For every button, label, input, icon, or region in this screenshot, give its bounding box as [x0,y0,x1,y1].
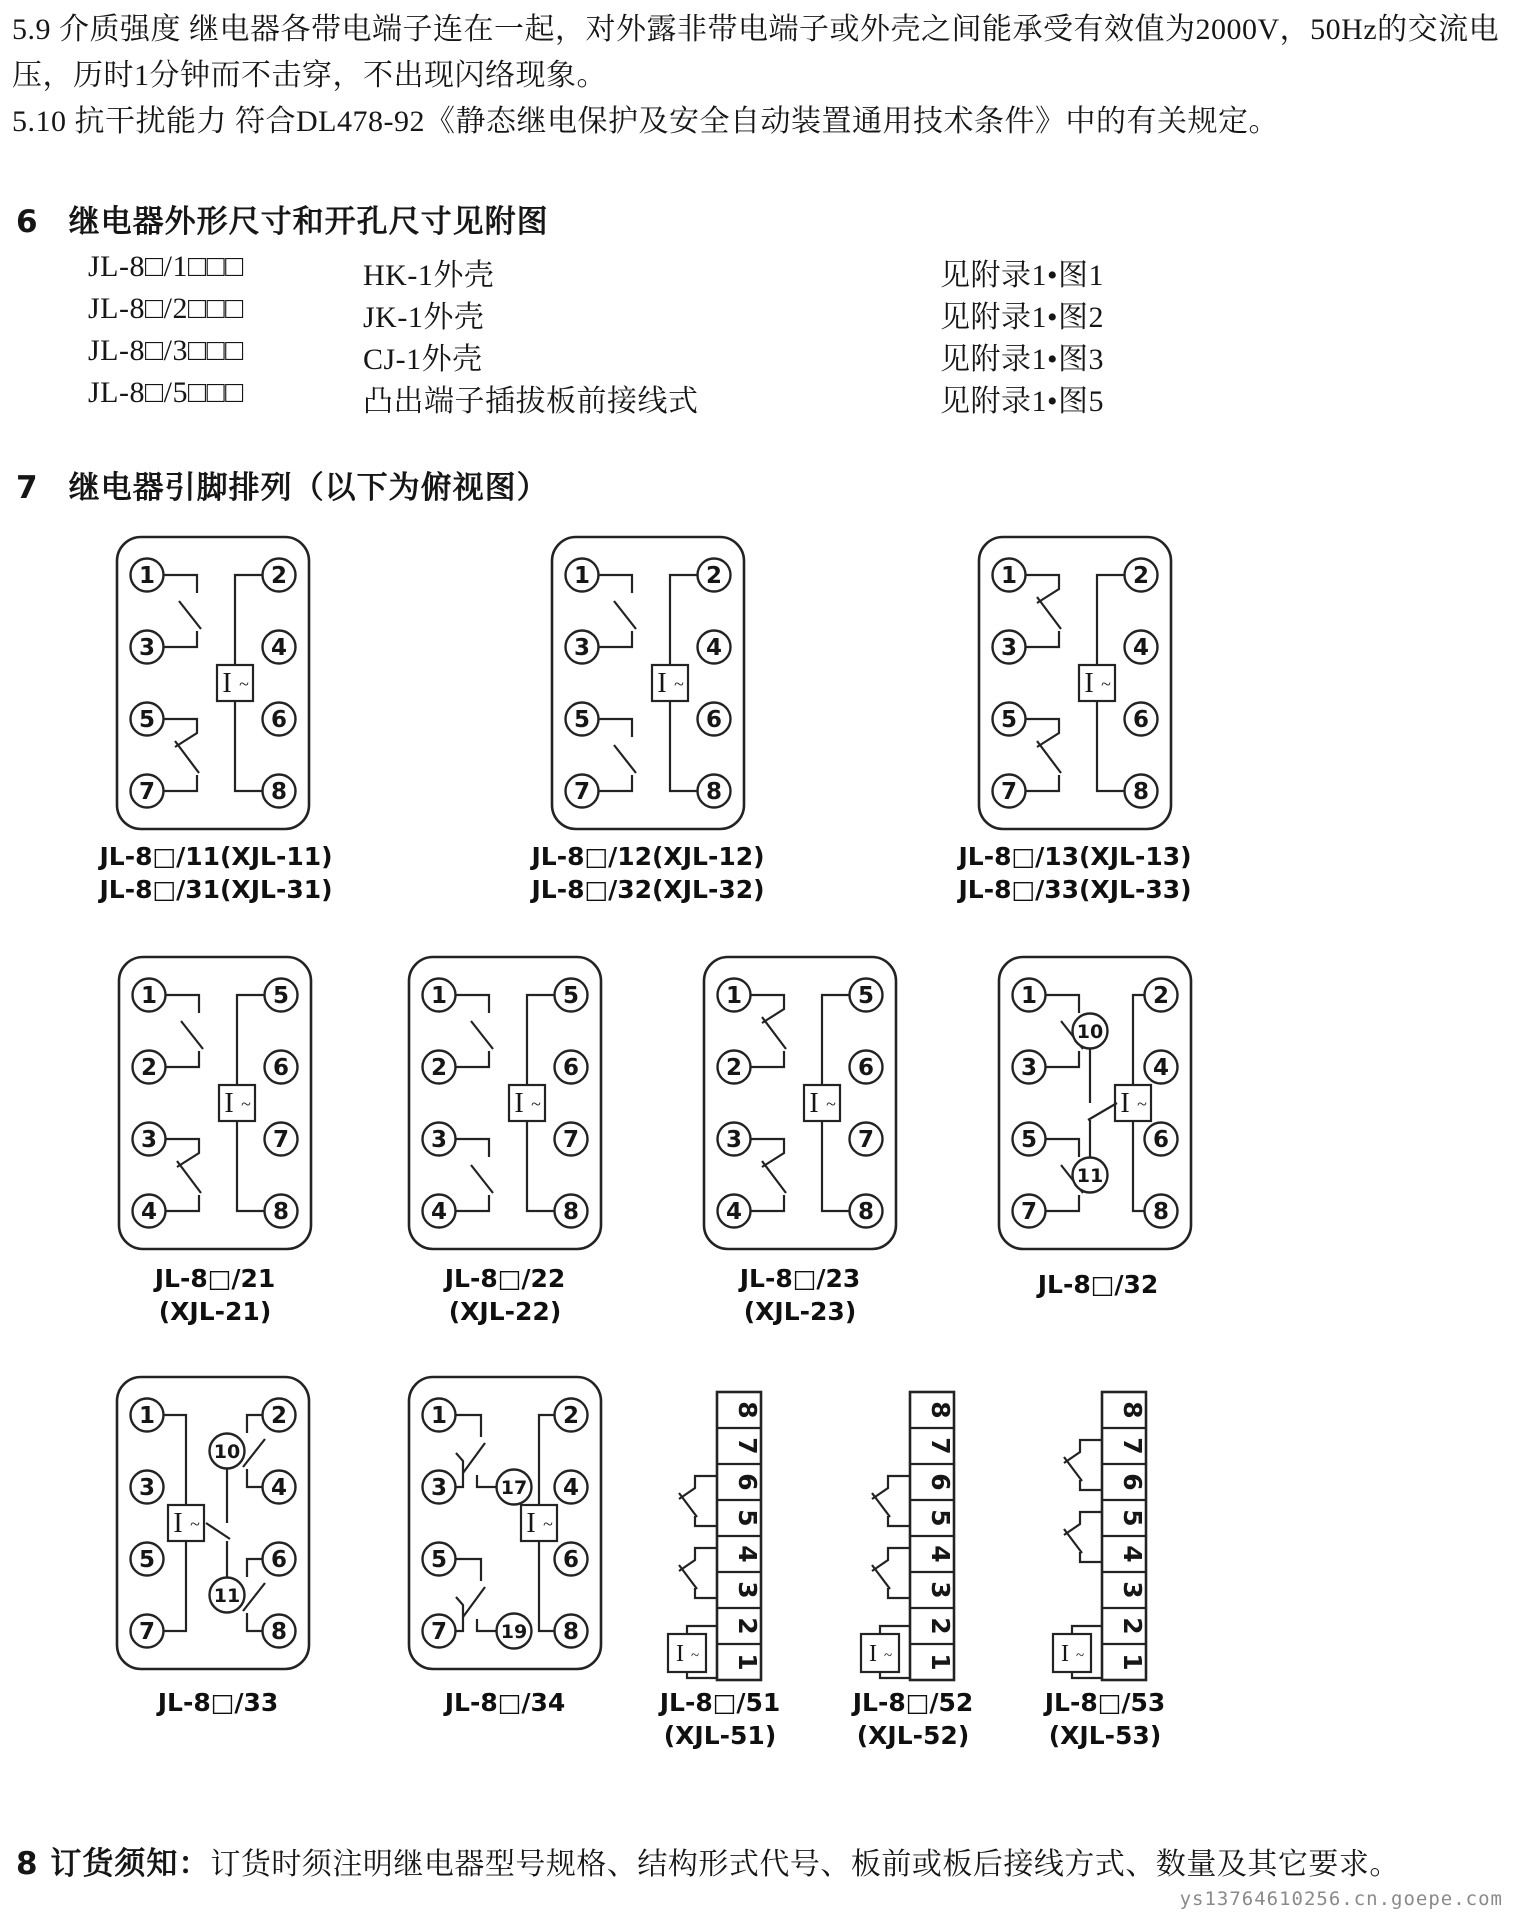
svg-text:4: 4 [926,1545,955,1563]
pin [423,1615,456,1648]
pin [497,1470,532,1505]
svg-text:2: 2 [1132,563,1150,589]
pin [993,631,1026,664]
pin [555,1399,588,1432]
svg-text:3: 3 [430,1475,448,1501]
svg-text:1: 1 [138,563,156,589]
svg-text:6: 6 [1132,707,1150,733]
table-row [0,292,1517,332]
svg-text:7: 7 [272,1127,290,1153]
svg-text:8: 8 [562,1199,580,1225]
pin [850,1123,883,1156]
contact-no [599,575,637,647]
svg-text:1: 1 [573,563,591,589]
svg-text:4: 4 [140,1199,158,1225]
svg-text:6: 6 [562,1547,580,1573]
contact-no [456,995,494,1067]
svg-text:I: I [222,668,232,699]
svg-text:17: 17 [500,1477,528,1499]
pin [1073,1014,1108,1049]
contact-no [243,1415,265,1487]
svg-text:6: 6 [1118,1473,1147,1491]
terminal-strip-jl8-52 [858,1388,958,1728]
pin [131,1471,164,1504]
contact-no [243,1559,265,1631]
pin [265,1123,298,1156]
shell-cell: CJ-1外壳 [363,343,483,376]
pin-diagram-jl8-21 [115,953,315,1253]
pin [1073,1158,1108,1193]
svg-text:I: I [224,1088,234,1119]
pin [555,1543,588,1576]
pin [1145,1123,1178,1156]
diagram-label: JL-8□/12(XJL-12) JL-8□/32(XJL-32) [531,842,765,904]
pin [423,1543,456,1576]
pin [850,1051,883,1084]
pin [131,1615,164,1648]
diagram-label: JL-8□/13(XJL-13) JL-8□/33(XJL-33) [958,842,1192,904]
coil-symbol [809,1088,836,1119]
svg-text:10: 10 [213,1441,241,1463]
contact-changeover [456,1415,497,1487]
svg-text:8: 8 [926,1401,955,1419]
pin [131,775,164,808]
svg-text:3: 3 [1000,635,1018,661]
coil-box [861,1634,899,1672]
svg-text:5: 5 [1020,1127,1038,1153]
svg-text:5: 5 [926,1509,955,1527]
pin [718,1051,751,1084]
svg-text:8: 8 [562,1619,580,1645]
section-8-body: 订货时须注明继电器型号规格、结构形式代号、板前或板后接线方式、数量及其它要求。 [210,1848,1400,1881]
pin-diagram-jl8-12 [548,533,748,833]
svg-text:I: I [1061,1641,1069,1667]
svg-text:~: ~ [690,1648,700,1664]
pin [993,775,1026,808]
svg-text:I: I [676,1641,684,1667]
pin [1013,1123,1046,1156]
table-row [0,376,1517,416]
coil-symbol [676,1641,699,1667]
diagram-label: JL-8□/11(XJL-11) JL-8□/31(XJL-31) [99,842,333,904]
pin [993,559,1026,592]
terminal-strip-jl8-51 [665,1388,765,1728]
svg-text:4: 4 [1118,1545,1147,1563]
svg-text:3: 3 [140,1127,158,1153]
terminal-strip-jl8-53 [1050,1388,1150,1728]
pin [131,631,164,664]
contact-symbol [1064,1440,1102,1490]
terminal-dividers [1102,1428,1146,1644]
terminal-dividers [717,1428,761,1644]
section-7-heading [16,462,549,507]
svg-text:1: 1 [733,1653,762,1671]
svg-text:1: 1 [1118,1653,1147,1671]
svg-text:6: 6 [272,1055,290,1081]
changeover-wire [1088,1048,1117,1158]
pin [133,979,166,1012]
svg-text:6: 6 [926,1473,955,1491]
table-row [0,334,1517,374]
contact-no [164,575,202,647]
svg-text:5: 5 [138,1547,156,1573]
svg-text:2: 2 [1118,1617,1147,1635]
pin [210,1434,245,1469]
pin [423,1195,456,1228]
svg-text:8: 8 [857,1199,875,1225]
svg-text:3: 3 [1020,1055,1038,1081]
contact-symbol [679,1548,717,1598]
pin-diagram-jl8-13 [975,533,1175,833]
svg-text:3: 3 [1118,1581,1147,1599]
coil-symbol [526,1508,553,1539]
svg-text:4: 4 [562,1475,580,1501]
svg-text:7: 7 [138,1619,156,1645]
pin [1125,703,1158,736]
svg-text:1: 1 [725,983,743,1009]
svg-text:~: ~ [543,1514,553,1534]
pin [131,1543,164,1576]
svg-text:2: 2 [270,1403,288,1429]
model-cell: JL-8□/2□□□ [88,292,244,325]
svg-text:7: 7 [1000,779,1018,805]
svg-text:6: 6 [270,707,288,733]
section-6-number: 6 [16,204,39,240]
contact-nc [166,1139,202,1211]
pin [1013,1195,1046,1228]
diagram-label: JL-8□/53 (XJL-53) [1044,1688,1166,1750]
svg-text:5: 5 [1000,707,1018,733]
pin [1125,775,1158,808]
svg-text:4: 4 [1152,1055,1170,1081]
contact-nc [751,1139,787,1211]
pin-diagram-jl8-22 [405,953,605,1253]
svg-text:~: ~ [1137,1094,1147,1114]
pin [423,1123,456,1156]
svg-text:6: 6 [270,1547,288,1573]
svg-text:2: 2 [562,1403,580,1429]
pin [718,1123,751,1156]
contact-symbol [872,1476,910,1526]
coil-symbol [869,1641,892,1667]
svg-text:1: 1 [430,983,448,1009]
pin [133,1051,166,1084]
pin [131,559,164,592]
coil-symbol [657,668,684,699]
pin [265,1195,298,1228]
model-cell: JL-8□/1□□□ [88,250,244,283]
section-6-title: 继电器外形尺寸和开孔尺寸见附图 [68,204,549,240]
svg-text:8: 8 [1118,1401,1147,1419]
svg-text:1: 1 [140,983,158,1009]
contact-symbol [872,1548,910,1598]
pin-diagram-jl8-11 [113,533,313,833]
svg-text:4: 4 [725,1199,743,1225]
svg-text:~: ~ [1101,674,1111,694]
svg-text:5: 5 [562,983,580,1009]
svg-text:7: 7 [573,779,591,805]
pin [265,1051,298,1084]
diagram-label: JL-8□/33 [157,1688,279,1717]
coil-symbol [514,1088,541,1119]
pin [263,631,296,664]
svg-text:2: 2 [1152,983,1170,1009]
svg-text:3: 3 [138,635,156,661]
diagram-label: JL-8□/32 [1037,1270,1159,1299]
pin [423,979,456,1012]
coil-symbol [224,1088,251,1119]
section-8-text [16,1844,1400,1885]
pin [555,1615,588,1648]
pin [497,1614,532,1649]
svg-text:8: 8 [1152,1199,1170,1225]
pin [555,1195,588,1228]
svg-text:2: 2 [140,1055,158,1081]
pin [210,1578,245,1613]
watermark: ys13764610256.cn.goepe.com [1179,1888,1503,1910]
pin [423,1399,456,1432]
svg-text:~: ~ [239,674,249,694]
svg-text:8: 8 [272,1199,290,1225]
pin [263,1471,296,1504]
pin-diagram-jl8-32 [995,953,1195,1253]
svg-text:~: ~ [1075,1648,1085,1664]
coil-symbol [1084,668,1111,699]
svg-text:6: 6 [562,1055,580,1081]
svg-text:8: 8 [270,1619,288,1645]
contact-symbol [1064,1512,1102,1562]
pin [993,703,1026,736]
pin [133,1195,166,1228]
svg-text:3: 3 [725,1127,743,1153]
diagram-label: JL-8□/23 (XJL-23) [739,1264,861,1326]
svg-text:3: 3 [573,635,591,661]
svg-text:7: 7 [430,1619,448,1645]
section-8-heading: 8 订货须知： [16,1846,211,1882]
pin [555,1123,588,1156]
spec-paragraph-5-9-line1: 5.9 介质强度 继电器各带电端子连在一起，对外露非带电端子或外壳之间能承受有效值为2000V，50Hz的交流电 [12,13,1500,46]
pin [566,559,599,592]
svg-text:4: 4 [733,1545,762,1563]
svg-text:1: 1 [926,1653,955,1671]
svg-text:~: ~ [883,1648,893,1664]
contact-nc [751,995,787,1067]
svg-text:1: 1 [430,1403,448,1429]
svg-text:6: 6 [857,1055,875,1081]
ref-cell: 见附录1•图2 [940,301,1105,334]
pin [265,979,298,1012]
pin [263,1399,296,1432]
pin [566,775,599,808]
pin [263,703,296,736]
svg-text:4: 4 [270,1475,288,1501]
coil-box [1053,1634,1091,1672]
pin [1013,979,1046,1012]
svg-text:I: I [526,1508,536,1539]
pin [850,1195,883,1228]
svg-text:2: 2 [705,563,723,589]
ref-cell: 见附录1•图1 [940,259,1105,292]
spec-paragraph-5-10: 5.10 抗干扰能力 符合DL478-92《静态继电保护及安全自动装置通用技术条件》中的有关规定。 [12,105,1279,138]
pin-diagram-jl8-23 [700,953,900,1253]
svg-text:8: 8 [705,779,723,805]
svg-text:I: I [1120,1088,1130,1119]
svg-text:1: 1 [1020,983,1038,1009]
svg-text:I: I [173,1508,183,1539]
pin-diagram-jl8-33 [113,1373,313,1673]
ref-cell: 见附录1•图3 [940,343,1105,376]
svg-text:I: I [514,1088,524,1119]
svg-text:5: 5 [1118,1509,1147,1527]
svg-text:I: I [869,1641,877,1667]
svg-text:~: ~ [190,1514,200,1534]
contact-nc [1026,575,1062,647]
svg-text:~: ~ [531,1094,541,1114]
svg-text:3: 3 [926,1581,955,1599]
svg-text:3: 3 [733,1581,762,1599]
svg-text:7: 7 [1118,1437,1147,1455]
svg-text:~: ~ [674,674,684,694]
svg-text:5: 5 [573,707,591,733]
ref-cell: 见附录1•图5 [940,385,1105,418]
changeover-wire [206,1468,230,1578]
section-7-number: 7 [16,470,39,506]
contact-no [599,719,637,791]
coil-symbol [1120,1088,1147,1119]
contact-nc [164,719,200,791]
svg-text:7: 7 [857,1127,875,1153]
coil-symbol [1061,1641,1084,1667]
svg-text:4: 4 [430,1199,448,1225]
svg-text:5: 5 [272,983,290,1009]
pin [423,1051,456,1084]
pin [566,703,599,736]
pin [263,1543,296,1576]
svg-text:8: 8 [1132,779,1150,805]
pin [555,979,588,1012]
pin [263,559,296,592]
pin [1145,1195,1178,1228]
svg-text:3: 3 [430,1127,448,1153]
table-row [0,250,1517,290]
contact-symbol [679,1476,717,1526]
shell-cell: JK-1外壳 [363,301,485,334]
svg-text:2: 2 [725,1055,743,1081]
svg-text:2: 2 [926,1617,955,1635]
pin [698,703,731,736]
svg-text:8: 8 [270,779,288,805]
pin [131,703,164,736]
pin [423,1471,456,1504]
coil-symbol [173,1508,200,1539]
svg-text:4: 4 [1132,635,1150,661]
pin-diagram-jl8-34 [405,1373,605,1673]
svg-text:I: I [1084,668,1094,699]
section-6-heading [16,196,549,241]
svg-text:6: 6 [733,1473,762,1491]
pin [263,1615,296,1648]
pin [133,1123,166,1156]
pin [1145,1051,1178,1084]
svg-text:1: 1 [1000,563,1018,589]
svg-text:4: 4 [705,635,723,661]
svg-text:11: 11 [1076,1165,1104,1187]
model-cell: JL-8□/5□□□ [88,376,244,409]
pin [555,1471,588,1504]
svg-text:I: I [809,1088,819,1119]
svg-text:5: 5 [138,707,156,733]
pin [718,979,751,1012]
pin [1125,559,1158,592]
svg-text:I: I [657,668,667,699]
diagram-label: JL-8□/21 (XJL-21) [154,1264,276,1326]
svg-text:7: 7 [733,1437,762,1455]
contact-nc [1026,719,1062,791]
svg-text:5: 5 [733,1509,762,1527]
svg-text:19: 19 [500,1621,528,1643]
svg-text:5: 5 [857,983,875,1009]
pin [718,1195,751,1228]
svg-text:11: 11 [213,1585,241,1607]
pin [1145,979,1178,1012]
pin [698,775,731,808]
svg-text:7: 7 [562,1127,580,1153]
coil-symbol [222,668,249,699]
model-cell: JL-8□/3□□□ [88,334,244,367]
terminal-dividers [910,1428,954,1644]
svg-text:3: 3 [138,1475,156,1501]
svg-text:2: 2 [430,1055,448,1081]
svg-text:~: ~ [241,1094,251,1114]
diagram-label: JL-8□/52 (XJL-52) [852,1688,974,1750]
pin [555,1051,588,1084]
svg-text:5: 5 [430,1547,448,1573]
pin [850,979,883,1012]
section-7-title: 继电器引脚排列（以下为俯视图） [68,470,549,506]
contact-changeover [456,1559,497,1631]
svg-text:7: 7 [138,779,156,805]
svg-text:7: 7 [926,1437,955,1455]
diagram-label: JL-8□/51 (XJL-51) [659,1688,781,1750]
pin [698,559,731,592]
svg-text:10: 10 [1076,1021,1104,1043]
contact-no [166,995,204,1067]
coil-box [668,1634,706,1672]
svg-text:6: 6 [1152,1127,1170,1153]
svg-text:4: 4 [270,635,288,661]
svg-text:8: 8 [733,1401,762,1419]
shell-cell: 凸出端子插拔板前接线式 [363,385,699,418]
svg-text:2: 2 [733,1617,762,1635]
pin [131,1399,164,1432]
pin [263,775,296,808]
svg-text:7: 7 [1020,1199,1038,1225]
svg-text:~: ~ [826,1094,836,1114]
shell-cell: HK-1外壳 [363,259,495,292]
pin [1125,631,1158,664]
svg-text:1: 1 [138,1403,156,1429]
contact-no [456,1139,494,1211]
spec-paragraph-5-9-line2: 压，历时1分钟而不击穿，不出现闪络现象。 [12,59,607,92]
svg-text:2: 2 [270,563,288,589]
diagram-label: JL-8□/22 (XJL-22) [444,1264,566,1326]
pin [698,631,731,664]
svg-text:6: 6 [705,707,723,733]
pin [566,631,599,664]
pin [1013,1051,1046,1084]
diagram-label: JL-8□/34 [444,1688,566,1717]
